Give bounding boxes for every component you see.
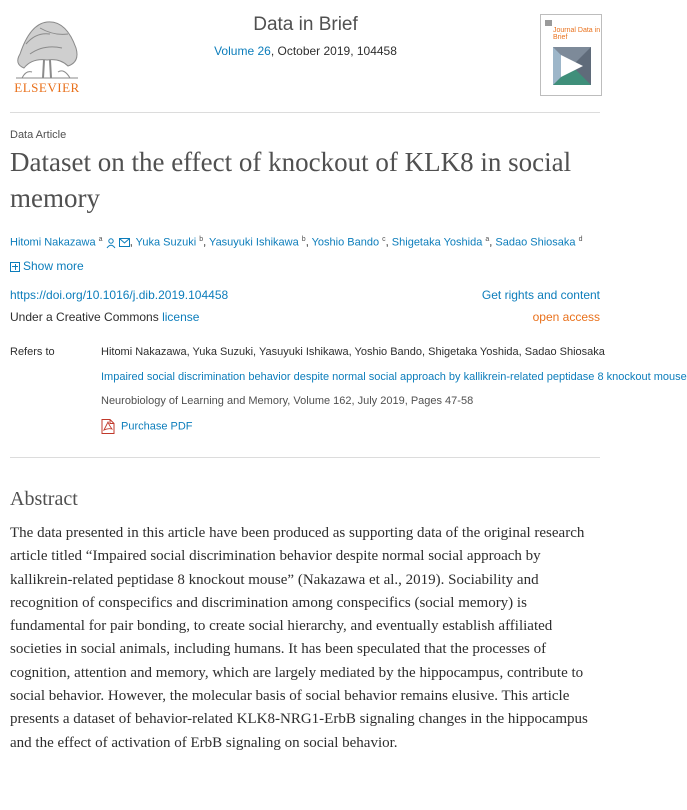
purchase-pdf-label[interactable]: Purchase PDF bbox=[121, 420, 193, 433]
author-affiliation[interactable]: a bbox=[98, 236, 103, 243]
pdf-icon bbox=[101, 419, 115, 434]
author-link[interactable]: Hitomi Nakazawa bbox=[10, 236, 96, 249]
author-affiliation[interactable]: a bbox=[485, 236, 490, 243]
person-icon[interactable] bbox=[106, 238, 116, 248]
referenced-source: Neurobiology of Learning and Memory, Volume 162, July 2019, Pages 47-58 bbox=[101, 395, 474, 407]
author-affiliation[interactable]: c bbox=[382, 236, 386, 243]
author-affiliation[interactable]: d bbox=[578, 236, 583, 243]
article-type: Data Article bbox=[10, 129, 67, 141]
author-link[interactable]: Yasuyuki Ishikawa bbox=[209, 236, 299, 249]
author-link[interactable]: Shigetaka Yoshida bbox=[391, 236, 483, 249]
author-link[interactable]: Yoshio Bando bbox=[311, 236, 380, 249]
author-list: Hitomi Nakazawa $^a$ , Yuka Suzuki $^b$, Yasuyuki Ishikawa $^b$, Yoshio Bando $^c$, Shigetaka Yoshida $^a$, Sadao Shiosaka $^d$ bbox=[10, 236, 583, 249]
cover-title: Journal Data in Brief bbox=[553, 27, 601, 41]
journal-title[interactable]: Data in Brief bbox=[253, 14, 358, 35]
license-link[interactable]: license bbox=[162, 310, 200, 324]
license-line bbox=[10, 310, 199, 324]
article-title: Dataset on the effect of knockout of KLK8 in social memory bbox=[10, 147, 572, 213]
author-link[interactable]: Sadao Shiosaka bbox=[495, 236, 576, 249]
issue-details: , October 2019, 104458 bbox=[270, 44, 397, 58]
cover-logo-mark bbox=[545, 20, 552, 26]
journal-header bbox=[0, 0, 611, 108]
show-more-button[interactable] bbox=[10, 259, 84, 273]
referenced-authors: Hitomi Nakazawa, Yuka Suzuki, Yasuyuki Ishikawa, Yoshio Bando, Shigetaka Yoshida, Sadao Shiosaka bbox=[101, 346, 605, 358]
issue-info bbox=[0, 44, 611, 58]
cover-art-image bbox=[553, 47, 591, 85]
purchase-pdf-link[interactable] bbox=[101, 419, 193, 434]
license-prefix: Under a Creative Commons bbox=[10, 310, 163, 324]
author-affiliation[interactable]: b bbox=[199, 236, 204, 243]
abstract-text: The data presented in this article have been produced as supporting data of the original research article titled “Impaired social discrimination behavior despite normal social approach by kallikrein-related peptidase 8 knockout mouse” (Nakazawa et al., 2019). Sociability and recognition of conspecifics and discrimination among conspecifics (social memory) is fundamental for pair bonding, to create social hierarchy, and eventually establish affiliated societies in social animals, including humans. It has been speculated that the processes of cognition, attention and memory, which are largely mediated by the hippocampus, contribute to social behavior. However, the molecular basis of social behavior remains elusive. This article presents a dataset of behavior-related KLK8-NRG1-ErbB signaling changes in the hippocampus and the effect of activation of ErbB signaling on social behavior. bbox=[10, 525, 588, 751]
volume-link[interactable]: Volume 26 bbox=[214, 44, 271, 58]
show-more-label: Show more bbox=[23, 259, 84, 273]
refers-to-label: Refers to bbox=[10, 346, 55, 358]
author-link[interactable]: Yuka Suzuki bbox=[135, 236, 197, 249]
plus-box-icon bbox=[10, 262, 20, 272]
divider bbox=[10, 112, 600, 113]
journal-cover[interactable] bbox=[540, 14, 602, 96]
rights-link[interactable]: Get rights and content bbox=[481, 288, 600, 302]
elsevier-wordmark[interactable]: ELSEVIER bbox=[14, 80, 80, 95]
author-affiliation[interactable]: b bbox=[301, 236, 306, 243]
open-access-label: open access bbox=[532, 310, 600, 324]
envelope-icon[interactable] bbox=[119, 238, 130, 247]
abstract-heading: Abstract bbox=[10, 488, 78, 510]
doi-link[interactable]: https://doi.org/10.1016/j.dib.2019.104458 bbox=[10, 288, 229, 302]
referenced-article-link[interactable]: Impaired social discrimination behavior despite normal social approach by kallikrein-related peptidase 8 knockout mouse bbox=[101, 371, 687, 383]
divider bbox=[10, 457, 600, 458]
